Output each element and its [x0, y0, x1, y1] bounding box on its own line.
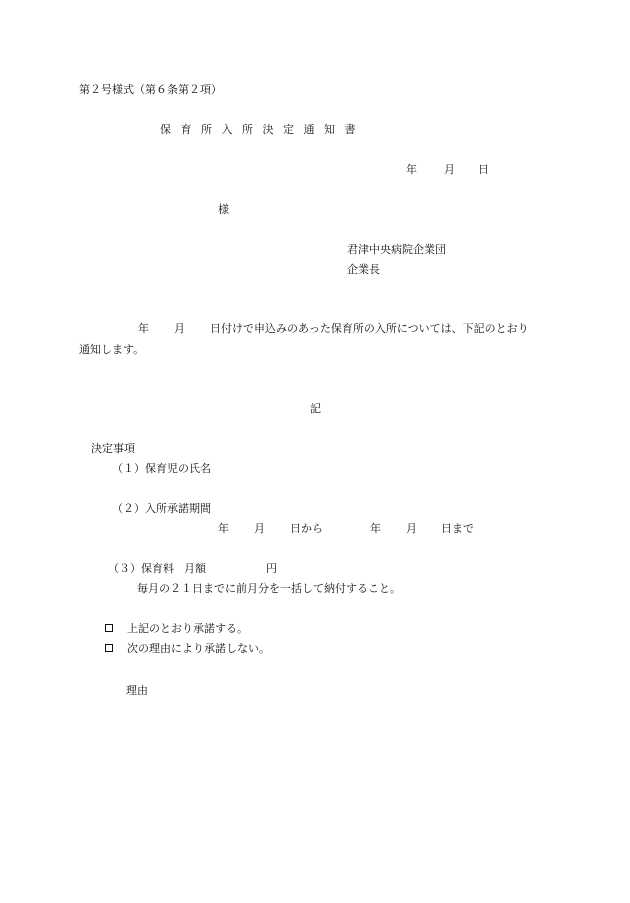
item2-label: 入所承諾期間 [145, 502, 211, 515]
approve-checkbox[interactable] [105, 624, 113, 632]
date-year: 年 [406, 163, 417, 176]
approve-label: 上記のとおり承諾する。 [127, 622, 248, 635]
body-year: 年 [138, 322, 149, 335]
period-to-day: 日まで [441, 522, 474, 535]
item1-label: 保育児の氏名 [145, 462, 211, 475]
body-text: 日付けで申込みのあった保育所の入所については、下記のとおり [210, 322, 529, 335]
period-from-month: 月 [254, 522, 265, 535]
body-month: 月 [174, 322, 185, 335]
recipient-suffix: 様 [218, 203, 229, 216]
reject-checkbox[interactable] [105, 644, 113, 652]
decision-heading: 決定事項 [91, 442, 135, 455]
date-day: 日 [478, 163, 489, 176]
issuer-organization: 君津中央病院企業団 [347, 243, 446, 256]
item3-label: （３）保育料 [108, 562, 174, 575]
period-from-day: 日から [290, 522, 323, 535]
ki-heading: 記 [310, 402, 321, 415]
period-from-year: 年 [218, 522, 229, 535]
fee-yen: 円 [266, 562, 277, 575]
period-to-year: 年 [370, 522, 381, 535]
fee-note: 毎月の２１日までに前月分を一括して納付すること。 [137, 582, 401, 595]
body-text-continued: 通知します。 [79, 343, 145, 356]
document-title: 保育所入所決定通知書 [160, 123, 365, 136]
period-to-month: 月 [406, 522, 417, 535]
issuer-position: 企業長 [347, 263, 380, 276]
item2-number: （２） [112, 502, 145, 515]
date-month: 月 [444, 163, 455, 176]
reason-label: 理由 [126, 684, 148, 697]
fee-monthly: 月額 [184, 562, 206, 575]
item1-number: （１） [112, 462, 145, 475]
form-number: 第２号様式（第６条第２項） [79, 83, 222, 96]
reject-label: 次の理由により承諾しない。 [127, 642, 270, 655]
